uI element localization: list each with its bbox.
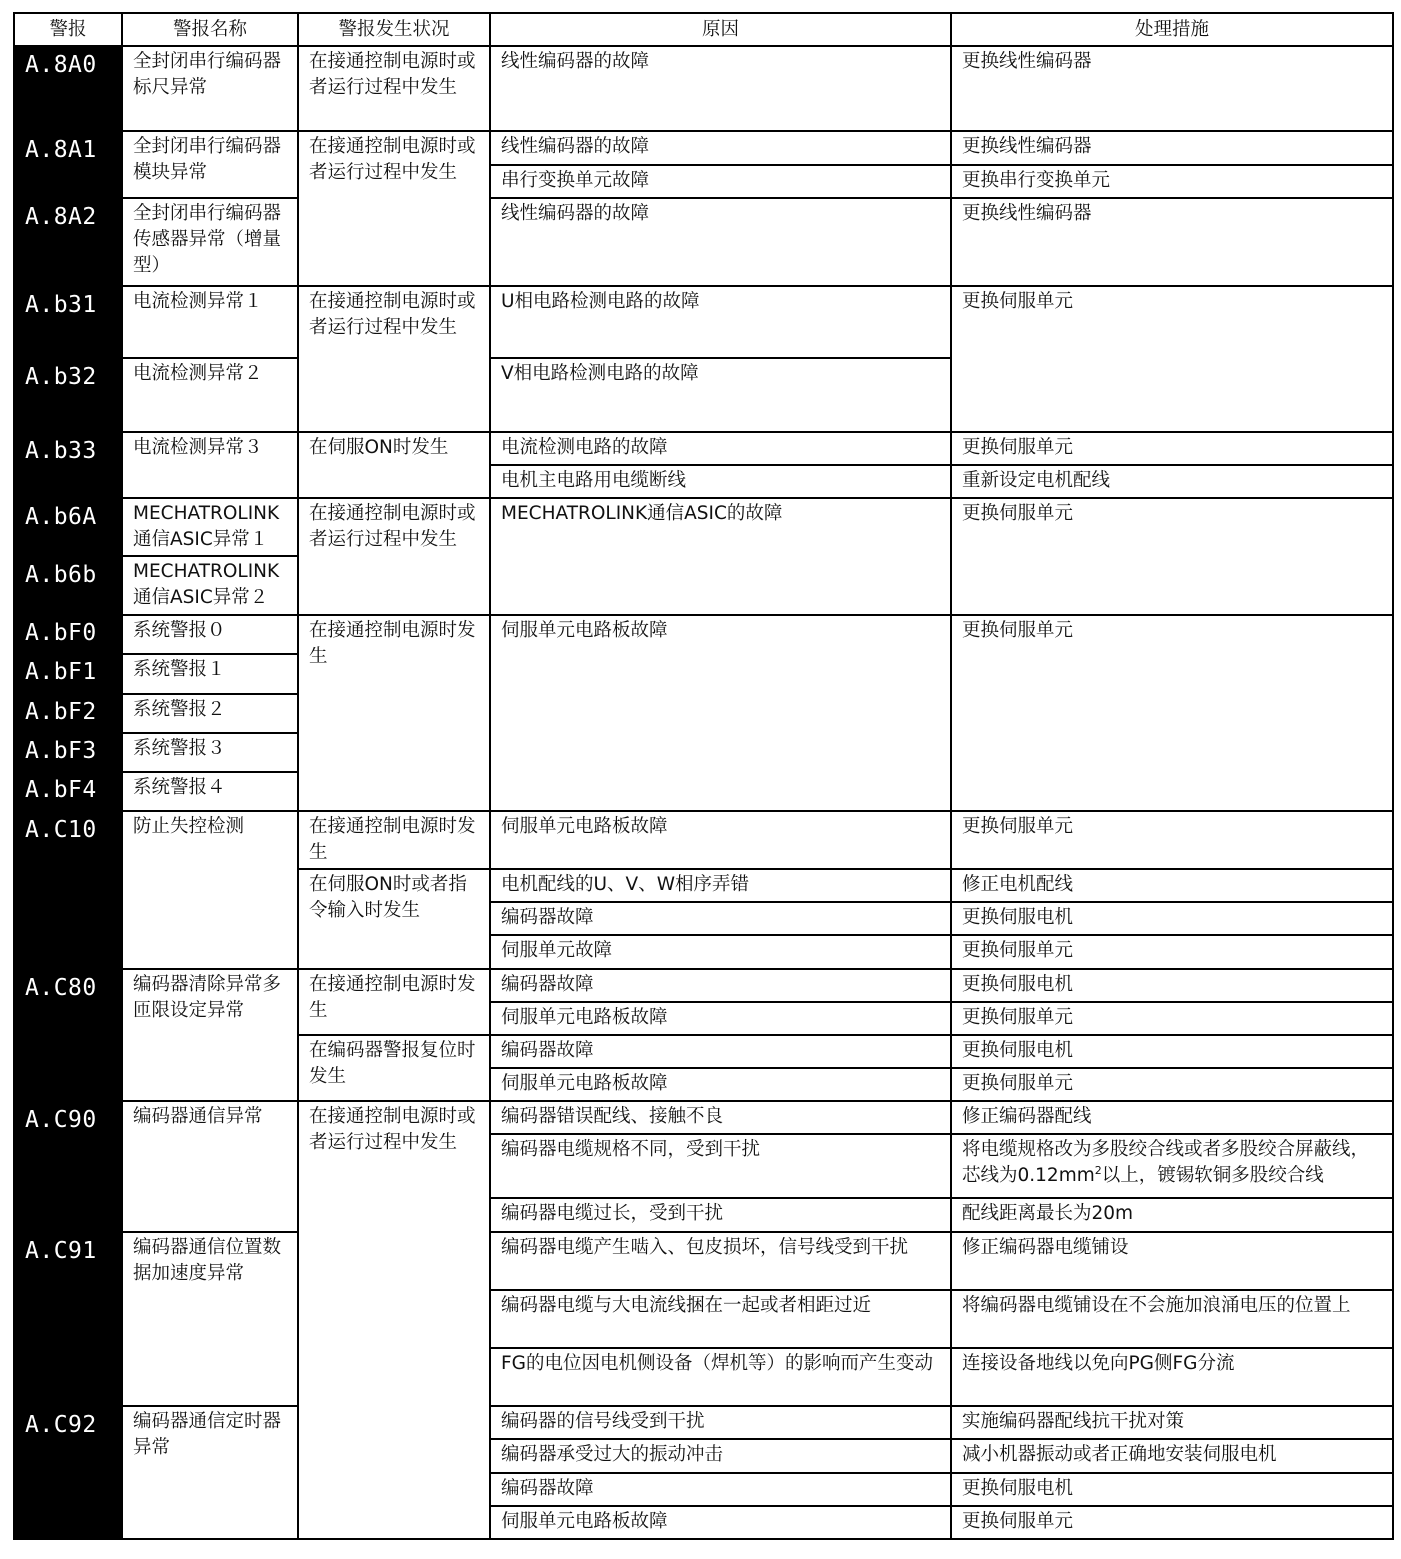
alarm-cause: FG的电位因电机侧设备（焊机等）的影响而产生变动 [490,1348,951,1406]
table-row [14,46,1393,131]
alarm-code: A.C10 [14,811,122,969]
alarm-cause: 伺服单元故障 [490,935,951,968]
alarm-action: 更换伺服单元 [951,935,1393,968]
alarm-code: A.bF3 [14,733,122,772]
alarm-code: A.8A0 [14,46,122,131]
alarm-action: 修正编码器配线 [951,1101,1393,1134]
alarm-cause: MECHATROLINK通信ASIC的故障 [490,498,951,615]
table-row [14,432,1393,465]
alarm-situation: 在伺服ON时或者指令输入时发生 [298,869,490,968]
table-row [14,198,1393,286]
alarm-action: 更换伺服单元 [951,1002,1393,1035]
alarm-situation: 在接通控制电源时或者运行过程中发生 [298,1101,490,1539]
table-row [14,131,1393,164]
alarm-name: MECHATROLINK通信ASIC异常２ [122,556,298,615]
alarm-code: A.b31 [14,286,122,358]
alarm-action: 修正电机配线 [951,869,1393,902]
alarm-cause: 编码器的信号线受到干扰 [490,1406,951,1439]
alarm-code: A.bF1 [14,654,122,693]
alarm-cause: 电机配线的U、V、W相序弄错 [490,869,951,902]
alarm-name: 全封闭串行编码器标尺异常 [122,46,298,131]
alarm-action: 更换伺服单元 [951,811,1393,869]
alarm-code: A.C80 [14,969,122,1102]
alarm-code: A.b32 [14,358,122,431]
alarm-action: 减小机器振动或者正确地安装伺服电机 [951,1439,1393,1472]
alarm-action: 更换伺服电机 [951,1035,1393,1068]
header-name: 警报名称 [122,13,298,46]
action-text: 将电缆规格改为多股绞合线或者多股绞合屏蔽线，芯线为0.12mm [962,1139,1370,1187]
alarm-name: 全封闭串行编码器传感器异常（增量型） [122,198,298,286]
alarm-situation: 在接通控制电源时发生 [298,811,490,869]
alarm-action: 配线距离最长为20m [951,1198,1393,1231]
header-action: 处理措施 [951,13,1393,46]
alarm-cause: 编码器电缆产生啮入、包皮损坏，信号线受到干扰 [490,1232,951,1290]
alarm-situation: 在接通控制电源时或者运行过程中发生 [298,131,490,286]
alarm-action: 更换伺服单元 [951,432,1393,465]
alarm-cause: 编码器电缆与大电流线捆在一起或者相距过近 [490,1290,951,1348]
alarm-action [951,1134,1393,1198]
alarm-action: 更换伺服电机 [951,902,1393,935]
alarm-cause: 编码器故障 [490,1035,951,1068]
alarm-name: 系统警报０ [122,615,298,654]
alarm-cause: 编码器电缆过长，受到干扰 [490,1198,951,1231]
alarm-situation: 在接通控制电源时发生 [298,969,490,1035]
alarm-action: 更换线性编码器 [951,131,1393,164]
alarm-name: MECHATROLINK通信ASIC异常１ [122,498,298,556]
alarm-cause: 伺服单元电路板故障 [490,1002,951,1035]
header-situation: 警报发生状况 [298,13,490,46]
alarm-action: 更换线性编码器 [951,198,1393,286]
alarm-action: 更换伺服电机 [951,969,1393,1002]
alarm-code: A.C91 [14,1232,122,1407]
alarm-code: A.C92 [14,1406,122,1539]
alarm-name: 编码器通信定时器异常 [122,1406,298,1539]
header-cause: 原因 [490,13,951,46]
alarm-cause: 伺服单元电路板故障 [490,1068,951,1101]
alarm-name: 全封闭串行编码器模块异常 [122,131,298,197]
alarm-situation: 在接通控制电源时发生 [298,615,490,811]
alarm-action: 更换伺服单元 [951,286,1393,432]
table-row [14,286,1393,358]
alarm-cause: 编码器故障 [490,1473,951,1506]
alarm-action: 实施编码器配线抗干扰对策 [951,1406,1393,1439]
table-row [14,811,1393,869]
alarm-table [13,12,1394,1540]
alarm-code: A.b6A [14,498,122,556]
alarm-action: 更换伺服单元 [951,1068,1393,1101]
alarm-name: 编码器通信位置数据加速度异常 [122,1232,298,1407]
alarm-action: 更换线性编码器 [951,46,1393,131]
alarm-name: 电流检测异常３ [122,432,298,498]
alarm-name: 系统警报４ [122,772,298,811]
alarm-code: A.8A1 [14,131,122,197]
alarm-name: 电流检测异常１ [122,286,298,358]
alarm-cause: U相电路检测电路的故障 [490,286,951,358]
alarm-situation: 在接通控制电源时或者运行过程中发生 [298,46,490,131]
alarm-action: 更换伺服电机 [951,1473,1393,1506]
alarm-name: 电流检测异常２ [122,358,298,431]
table-row [14,969,1393,1002]
table-row [14,498,1393,556]
alarm-code: A.b6b [14,556,122,615]
alarm-code: A.8A2 [14,198,122,286]
alarm-code: A.bF2 [14,694,122,733]
alarm-action: 重新设定电机配线 [951,465,1393,498]
alarm-situation: 在编码器警报复位时发生 [298,1035,490,1101]
alarm-cause: V相电路检测电路的故障 [490,358,951,431]
alarm-action: 将编码器电缆铺设在不会施加浪涌电压的位置上 [951,1290,1393,1348]
alarm-action: 修正编码器电缆铺设 [951,1232,1393,1290]
alarm-action: 连接设备地线以免向PG侧FG分流 [951,1348,1393,1406]
table-row [14,615,1393,654]
alarm-situation: 在接通控制电源时或者运行过程中发生 [298,498,490,615]
alarm-name: 系统警报２ [122,694,298,733]
table-row [14,1101,1393,1134]
alarm-cause: 编码器承受过大的振动冲击 [490,1439,951,1472]
alarm-cause: 编码器电缆规格不同，受到干扰 [490,1134,951,1198]
alarm-name: 防止失控检测 [122,811,298,969]
action-text: 以上，镀锡软铜多股绞合线 [1101,1165,1324,1187]
alarm-cause: 编码器故障 [490,969,951,1002]
alarm-action: 更换伺服单元 [951,498,1393,615]
alarm-cause: 线性编码器的故障 [490,198,951,286]
alarm-cause: 电流检测电路的故障 [490,432,951,465]
superscript: 2 [1094,1164,1102,1178]
alarm-action: 更换串行变换单元 [951,165,1393,198]
alarm-cause: 编码器错误配线、接触不良 [490,1101,951,1134]
alarm-cause: 编码器故障 [490,902,951,935]
alarm-cause: 伺服单元电路板故障 [490,811,951,869]
alarm-code: A.bF4 [14,772,122,811]
alarm-cause: 串行变换单元故障 [490,165,951,198]
alarm-cause: 线性编码器的故障 [490,131,951,164]
alarm-cause: 伺服单元电路板故障 [490,615,951,811]
alarm-action: 更换伺服单元 [951,615,1393,811]
alarm-name: 编码器清除异常多匝限设定异常 [122,969,298,1102]
header-alarm: 警报 [14,13,122,46]
alarm-cause: 线性编码器的故障 [490,46,951,131]
table-row [14,1232,1393,1290]
alarm-cause: 伺服单元电路板故障 [490,1506,951,1539]
alarm-cause: 电机主电路用电缆断线 [490,465,951,498]
header-row [14,13,1393,46]
alarm-code: A.b33 [14,432,122,498]
table-row [14,1406,1393,1439]
alarm-code: A.C90 [14,1101,122,1232]
alarm-name: 系统警报３ [122,733,298,772]
alarm-action: 更换伺服单元 [951,1506,1393,1539]
alarm-situation: 在接通控制电源时或者运行过程中发生 [298,286,490,432]
alarm-name: 系统警报１ [122,654,298,693]
alarm-code: A.bF0 [14,615,122,654]
alarm-situation: 在伺服ON时发生 [298,432,490,498]
alarm-name: 编码器通信异常 [122,1101,298,1232]
